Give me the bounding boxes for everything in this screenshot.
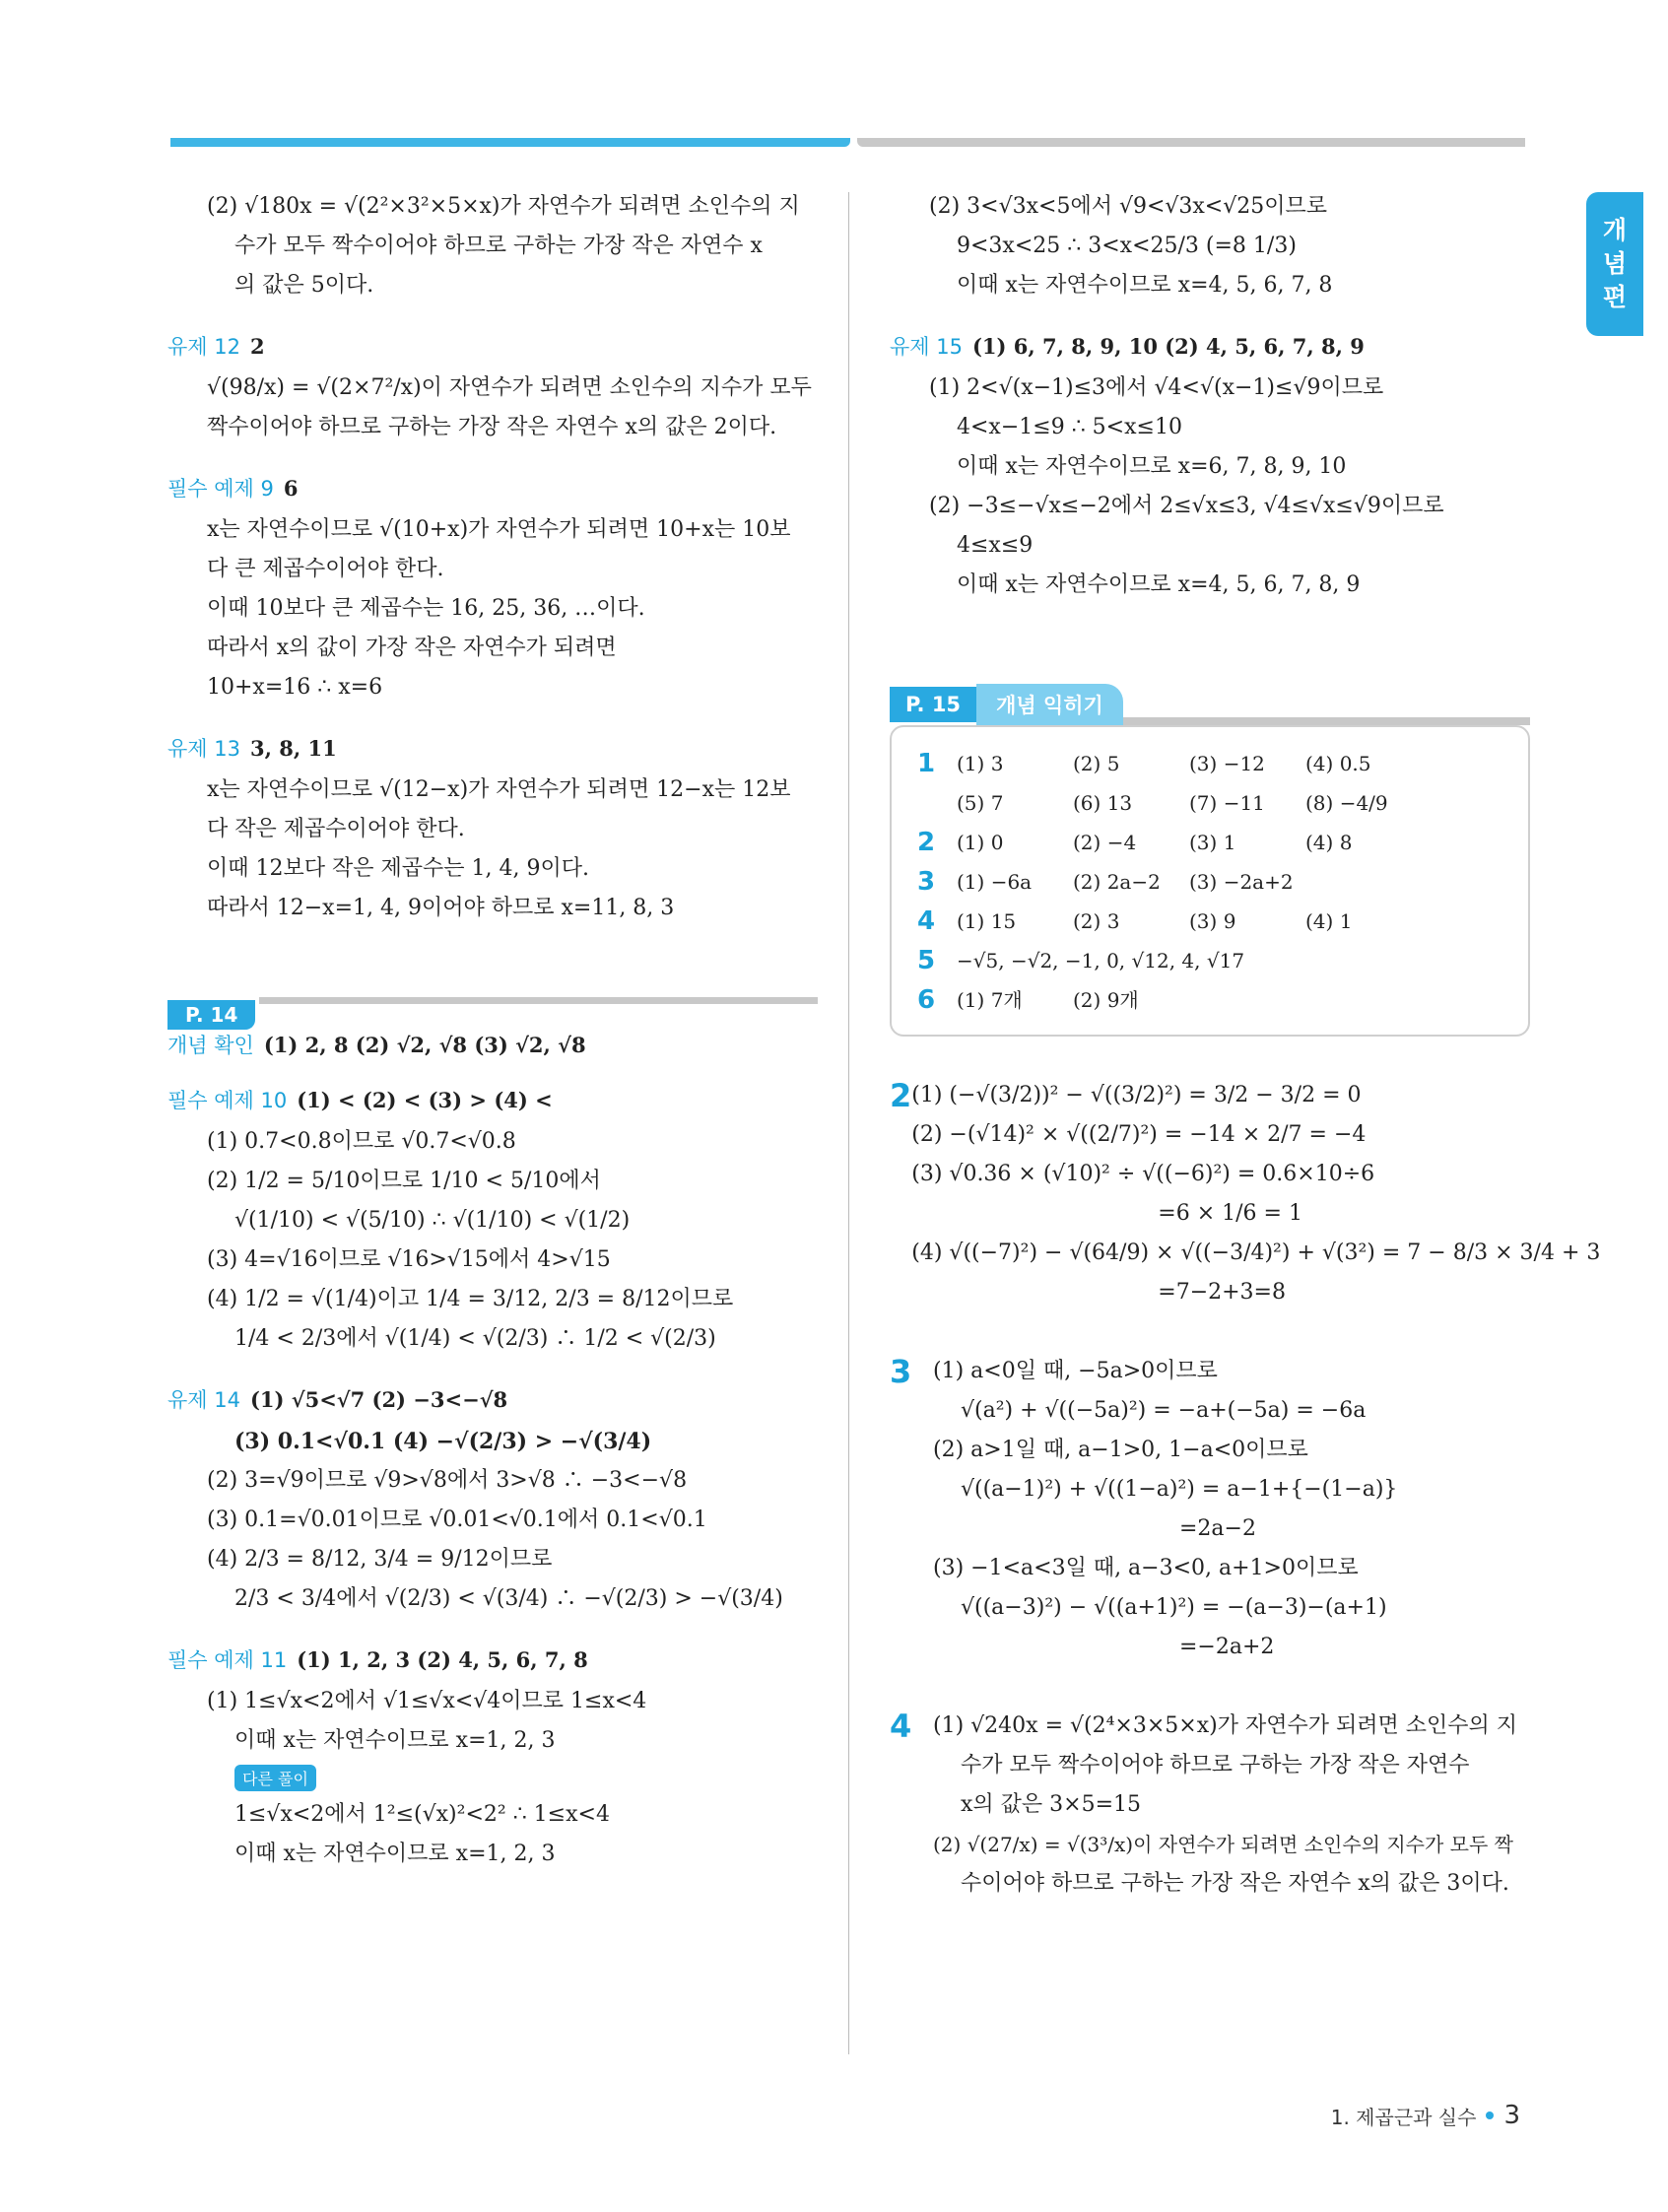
- solution-line: √(98/x) = √(2×7²/x)이 자연수가 되려면 소인수의 지수가 모두: [207, 375, 812, 400]
- answer-cell: (2) 3: [1073, 909, 1120, 933]
- solution-line: (2) 3<√3x<5에서 √9<√3x<√25이므로: [929, 194, 1328, 219]
- solution-line: (2) 3=√9이므로 √9>√8에서 3>√8 ∴ −3<−√8: [207, 1468, 688, 1493]
- solution-line: √(a²) + √((−5a)²) = −a+(−5a) = −6a: [961, 1398, 1367, 1423]
- solution-line: (2) −3≤−√x≤−2에서 2≤√x≤3, √4≤√x≤√9이므로: [929, 494, 1444, 518]
- problem-label: 필수 예제 9: [167, 477, 274, 501]
- solution-line: (1) 0.7<0.8이므로 √0.7<√0.8: [207, 1129, 516, 1154]
- solution-line: (1) √240x = √(2⁴×3×5×x)가 자연수가 되려면 소인수의 지: [933, 1713, 1517, 1738]
- problem-answer: (1) < (2) < (3) > (4) <: [297, 1088, 553, 1112]
- problem-block: [167, 1644, 818, 1874]
- problem-answer: (1) 2, 8 (2) √2, √8 (3) √2, √8: [263, 1033, 586, 1057]
- solution-line: (2) 1/2 = 5/10이므로 1/10 < 5/10에서: [207, 1169, 601, 1193]
- solution-line: 다 작은 제곱수이어야 한다.: [207, 817, 465, 841]
- problem-block: [167, 473, 818, 707]
- question-4: [890, 1707, 1530, 1904]
- solution-line: =2a−2: [1179, 1516, 1256, 1541]
- right-column: [890, 187, 1601, 1904]
- top-accent-bar-right: [857, 138, 1525, 147]
- answer-row-number: 1: [917, 749, 936, 778]
- concept-box-rule: [1123, 717, 1530, 725]
- answer-cell: (4) 1: [1305, 909, 1353, 933]
- section-tag: P. 14: [167, 1000, 255, 1030]
- solution-line: 이때 12보다 작은 제곱수는 1, 4, 9이다.: [207, 856, 589, 881]
- solution-line: x는 자연수이므로 √(10+x)가 자연수가 되려면 10+x는 10보: [207, 517, 791, 542]
- intro-block: [890, 187, 1530, 305]
- solution-line: 수이어야 하므로 구하는 가장 작은 자연수 x의 값은 3이다.: [961, 1871, 1509, 1896]
- answer-row: [917, 863, 1502, 901]
- solution-line: 의 값은 5이다.: [234, 273, 374, 298]
- side-tab-char: 편: [1602, 283, 1628, 311]
- solution-line: 4<x−1≤9 ∴ 5<x≤10: [957, 415, 1182, 439]
- section-rule: [259, 997, 818, 1004]
- solution-line: =6 × 1/6 = 1: [1158, 1201, 1302, 1226]
- solution-line: (1) 1≤√x<2에서 √1≤√x<√4이므로 1≤x<4: [207, 1689, 647, 1713]
- solution-line: (3) √0.36 × (√10)² ÷ √((−6)²) = 0.6×10÷6: [911, 1162, 1375, 1186]
- concept-box-header: [890, 684, 1530, 725]
- answer-cell: (8) −4/9: [1305, 791, 1388, 815]
- solution-line: (2) −(√14)² × √((2/7)²) = −14 × 2/7 = −4: [911, 1122, 1367, 1147]
- problem-header: [167, 331, 818, 361]
- left-column: [167, 187, 818, 1900]
- concept-box-title: 개념 익히기: [976, 684, 1123, 725]
- problem-answer: 6: [283, 476, 299, 501]
- problem-label: 필수 예제 11: [167, 1648, 288, 1672]
- problem-label: 필수 예제 10: [167, 1089, 288, 1112]
- answer-cell: (4) 0.5: [1305, 752, 1371, 775]
- answer-cell: (7) −11: [1189, 791, 1265, 815]
- solution-line: 짝수이어야 하므로 구하는 가장 작은 자연수 x의 값은 2이다.: [207, 415, 777, 439]
- intro-block: [167, 187, 818, 305]
- answer-cell: (3) −12: [1189, 752, 1265, 775]
- solution-line: √((a−3)²) − √((a+1)²) = −(a−3)−(a+1): [961, 1595, 1387, 1620]
- answer-cell: (1) −6a: [957, 870, 1033, 894]
- problem-label: 개념 확인: [167, 1034, 254, 1057]
- problem-label: 유제 14: [167, 1388, 240, 1412]
- question-number: 2: [890, 1077, 912, 1114]
- problem-block: [167, 1085, 818, 1359]
- answer-row: [917, 824, 1502, 861]
- solution-line: (2) √(27/x) = √(3³/x)이 자연수가 되려면 소인수의 지수가 모두 짝: [933, 1833, 1513, 1856]
- solution-line: =−2a+2: [1179, 1635, 1275, 1659]
- answer-cell: (1) 3: [957, 752, 1004, 775]
- solution-line: 이때 x는 자연수이므로 x=1, 2, 3: [234, 1842, 556, 1866]
- solution-line: x는 자연수이므로 √(12−x)가 자연수가 되려면 12−x는 12보: [207, 777, 791, 802]
- solution-line: 4≤x≤9: [957, 533, 1034, 558]
- answer-cell: (2) 2a−2: [1073, 870, 1161, 894]
- side-tab-concept[interactable]: [1586, 192, 1643, 336]
- answer-cell: (3) 9: [1189, 909, 1236, 933]
- solution-line: (4) √((−7)²) − √(64/9) × √((−3/4)²) + √(3²) = 7 − 8/3 × 3/4 + 3: [911, 1240, 1601, 1265]
- concept-box-tag: P. 15: [890, 687, 976, 722]
- solution-line: =7−2+3=8: [1158, 1280, 1286, 1305]
- problem-header: [167, 473, 818, 503]
- solution-line: 10+x=16 ∴ x=6: [207, 675, 383, 700]
- solution-line: √((a−1)²) + √((1−a)²) = a−1+{−(1−a)}: [961, 1477, 1398, 1502]
- problem-label: 유제 13: [167, 737, 240, 761]
- solution-line: 이때 x는 자연수이므로 x=6, 7, 8, 9, 10: [957, 454, 1347, 479]
- side-tab-char: 념: [1602, 249, 1628, 278]
- answer-cell: (1) 0: [957, 831, 1004, 854]
- answer-row: [917, 745, 1502, 782]
- solution-line: (3) 0.1=√0.01이므로 √0.01<√0.1에서 0.1<√0.1: [207, 1508, 707, 1532]
- solution-line: (2) a>1일 때, a−1>0, 1−a<0이므로: [933, 1438, 1308, 1462]
- problem-header: [890, 331, 1530, 361]
- page-footer: [1331, 2101, 1520, 2130]
- answer-cell: (1) 7개: [957, 988, 1023, 1012]
- question-2: [890, 1076, 1601, 1312]
- solution-line: 따라서 12−x=1, 4, 9이어야 하므로 x=11, 8, 3: [207, 896, 675, 920]
- solution-line: 따라서 x의 값이 가장 작은 자연수가 되려면: [207, 636, 617, 660]
- solution-line: 수가 모두 짝수이어야 하므로 구하는 가장 작은 자연수 x: [234, 234, 763, 258]
- problem-header: [167, 1085, 818, 1114]
- column-divider: [848, 192, 849, 2054]
- concept-box: [890, 725, 1530, 1037]
- question-3: [890, 1352, 1530, 1667]
- problem-answer: 3, 8, 11: [249, 736, 337, 761]
- problem-answer: (1) 6, 7, 8, 9, 10 (2) 4, 5, 6, 7, 8, 9: [971, 334, 1365, 359]
- problem-header: [167, 1030, 818, 1059]
- answer-row-number: 2: [917, 828, 936, 857]
- solution-line: (3) −1<a<3일 때, a−3<0, a+1>0이므로: [933, 1556, 1359, 1580]
- solution-line: 이때 x는 자연수이므로 x=4, 5, 6, 7, 8, 9: [957, 572, 1361, 597]
- solution-line: (1) 2<√(x−1)≤3에서 √4<√(x−1)≤√9이므로: [929, 375, 1384, 400]
- answer-cell: (1) 15: [957, 909, 1017, 933]
- answer-row-number: 5: [917, 946, 936, 975]
- alt-solution-chip: 다른 풀이: [234, 1765, 316, 1791]
- answer-cell: (3) −2a+2: [1189, 870, 1294, 894]
- problem-answer: (1) 1, 2, 3 (2) 4, 5, 6, 7, 8: [297, 1647, 588, 1672]
- solution-line: (4) 1/2 = √(1/4)이고 1/4 = 3/12, 2/3 = 8/12이므로: [207, 1287, 734, 1311]
- solution-line: 이때 x는 자연수이므로 x=1, 2, 3: [234, 1728, 556, 1753]
- problem-block: [167, 733, 818, 928]
- solution-line: (3) 4=√16이므로 √16>√15에서 4>√15: [207, 1247, 611, 1272]
- answer-cell: (2) 5: [1073, 752, 1120, 775]
- solution-line: 1≤√x<2에서 1²≤(√x)²<2² ∴ 1≤x<4: [234, 1802, 610, 1827]
- answer-row-number: 4: [917, 906, 936, 936]
- problem-header: [167, 1644, 818, 1674]
- solution-line: 다 큰 제곱수이어야 한다.: [207, 557, 444, 581]
- problem-header: [167, 733, 818, 763]
- solution-line: 이때 x는 자연수이므로 x=4, 5, 6, 7, 8: [957, 273, 1333, 298]
- footer-dot-icon: [1486, 2111, 1494, 2119]
- solution-line: (4) 2/3 = 8/12, 3/4 = 9/12이므로: [207, 1547, 553, 1572]
- answer-row: [917, 942, 1502, 979]
- solution-line: x의 값은 3×5=15: [961, 1792, 1142, 1817]
- solution-line: (1) (−√(3/2))² − √((3/2)²) = 3/2 − 3/2 = 0: [911, 1083, 1362, 1107]
- answer-line: (3) 0.1<√0.1 (4) −√(2/3) > −√(3/4): [234, 1429, 652, 1454]
- problem-block: [167, 1384, 818, 1619]
- answer-row: [917, 903, 1502, 940]
- question-number: 4: [890, 1708, 912, 1745]
- solution-line: √(1/10) < √(5/10) ∴ √(1/10) < √(1/2): [234, 1208, 631, 1233]
- problem-answer: 2: [249, 334, 265, 359]
- side-tab-char: 개: [1602, 216, 1628, 244]
- answer-cell: (2) 9개: [1073, 988, 1139, 1012]
- problem-block: [167, 1030, 818, 1059]
- chapter-title: 1. 제곱근과 실수: [1330, 2105, 1477, 2129]
- page-number: 3: [1503, 2101, 1520, 2130]
- answer-cell: (6) 13: [1073, 791, 1133, 815]
- top-accent-bar-left: [170, 138, 850, 147]
- solution-line: 1/4 < 2/3에서 √(1/4) < √(2/3) ∴ 1/2 < √(2/3): [234, 1326, 716, 1351]
- section-bar: [167, 997, 818, 1030]
- solution-line: 수가 모두 짝수이어야 하므로 구하는 가장 작은 자연수: [961, 1753, 1470, 1777]
- solution-line: (2) √180x = √(2²×3²×5×x)가 자연수가 되려면 소인수의 지: [207, 194, 800, 219]
- question-number: 3: [890, 1353, 912, 1390]
- answer-cell: (4) 8: [1305, 831, 1353, 854]
- solution-line: 2/3 < 3/4에서 √(2/3) < √(3/4) ∴ −√(2/3) > −√(3/4): [234, 1586, 783, 1611]
- problem-label: 유제 12: [167, 335, 240, 359]
- solution-line: 9<3x<25 ∴ 3<x<25/3 (=8 1/3): [957, 234, 1297, 258]
- problem-block: [167, 331, 818, 447]
- answer-row-number: 3: [917, 867, 936, 897]
- problem-label: 유제 15: [890, 335, 963, 359]
- answer-row: [917, 981, 1502, 1019]
- problem-header: [167, 1384, 818, 1414]
- answer-row-number: 6: [917, 985, 936, 1015]
- answer-cell: −√5, −√2, −1, 0, √12, 4, √17: [957, 949, 1245, 972]
- answer-row: [917, 784, 1502, 822]
- answer-cell: (3) 1: [1189, 831, 1236, 854]
- answer-cell: (2) −4: [1073, 831, 1137, 854]
- solution-line: 이때 10보다 큰 제곱수는 16, 25, 36, …이다.: [207, 596, 645, 621]
- problem-block: [890, 331, 1530, 605]
- problem-answer: (1) √5<√7 (2) −3<−√8: [249, 1387, 508, 1412]
- solution-line: (1) a<0일 때, −5a>0이므로: [933, 1359, 1218, 1383]
- answer-cell: (5) 7: [957, 791, 1004, 815]
